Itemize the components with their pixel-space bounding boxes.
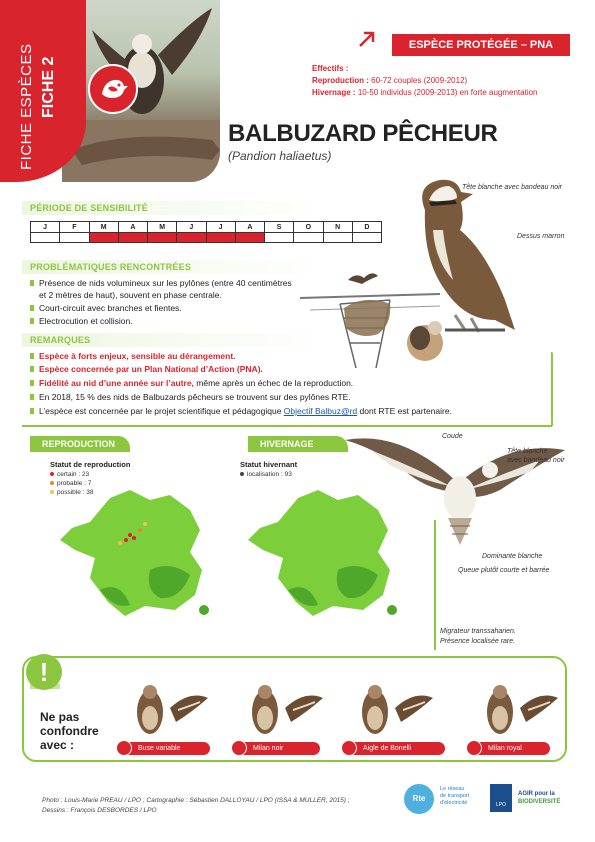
bird-logo-icon — [341, 740, 357, 756]
page-title: BALBUZARD PÊCHEUR — [228, 120, 498, 147]
label-tete: Tête blanche avec bandeau noir — [462, 184, 563, 191]
problem-item-cont: et 2 mètres de haut), souvent en phase centrale. — [39, 290, 222, 300]
trend-up-arrow-icon — [356, 28, 378, 50]
calendar-month — [148, 222, 177, 242]
calendar-month-label: A — [236, 222, 264, 233]
calendar-month-label: N — [324, 222, 352, 233]
sensibilite-heading: PÉRIODE DE SENSIBILITÉ — [30, 203, 148, 213]
remarques-heading: REMARQUES — [30, 335, 91, 345]
sensitivity-calendar — [30, 221, 382, 243]
calendar-month-label: F — [60, 222, 88, 233]
calendar-month — [294, 222, 323, 242]
legend-label: localisation : 93 — [247, 471, 292, 478]
calendar-month-label: M — [148, 222, 176, 233]
calendar-month-label: S — [265, 222, 293, 233]
legend-dot-icon — [50, 472, 54, 476]
agir-biodiversite-logo: AGIR pour la BIODIVERSITÉ — [518, 791, 561, 805]
confusion-species-label: Milan noir — [235, 742, 320, 755]
credits: Photo : Louis-Marie PREAU / LPO ; Cartographie : Sébastien DALLOYAU / LPO (ISSA & MULLER, 2015) ; Dessins : François DESBORDES / LPO — [42, 797, 350, 814]
calendar-sensitivity-cell — [294, 233, 322, 242]
calendar-month — [207, 222, 236, 242]
calendar-month — [324, 222, 353, 242]
legend-label: probable : 7 — [57, 480, 92, 487]
reproduction-info: Reproduction : 60-72 couples (2009-2012) — [312, 76, 468, 85]
bird-logo — [88, 64, 138, 114]
calendar-sensitivity-cell — [148, 233, 176, 242]
warning-icon: ! — [26, 654, 62, 690]
reproduction-tab: REPRODUCTION — [30, 436, 130, 452]
hivernage-tab: HIVERNAGE — [248, 436, 348, 452]
remark-item: L’espèce est concernée par le projet scientifique et pédagogique Objectif Balbuz@rd dont RTE est partenaire. — [30, 405, 452, 417]
label-tete2b: avec bandeau noir — [507, 457, 565, 464]
confusion-species-label: Milan royal — [470, 742, 550, 755]
reproduction-status-title: Statut de reproduction — [50, 460, 131, 469]
calendar-sensitivity-cell — [236, 233, 264, 242]
reproduction-map — [50, 480, 220, 630]
header-red-band — [0, 0, 86, 182]
calendar-month — [353, 222, 381, 242]
hivernage-legend — [240, 470, 292, 479]
calendar-month-label: D — [353, 222, 381, 233]
calendar-month-label: O — [294, 222, 322, 233]
calendar-sensitivity-cell — [60, 233, 88, 242]
calendar-sensitivity-cell — [353, 233, 381, 242]
legend-item — [50, 470, 94, 479]
problem-item: Court-circuit avec branches et fientes. — [30, 302, 182, 314]
confusion-bird-drawing — [470, 680, 560, 740]
label-queue: Queue plutôt courte et barrée — [458, 567, 550, 574]
calendar-month — [119, 222, 148, 242]
bird-logo-icon — [466, 740, 482, 756]
frame-line — [434, 520, 436, 650]
bird-logo-icon — [90, 66, 136, 112]
pylon-nest-drawing — [300, 268, 450, 368]
label-presence: Présence localisée rare. — [440, 638, 516, 645]
calendar-sensitivity-cell — [324, 233, 352, 242]
calendar-month-label: J — [31, 222, 59, 233]
fiche-number: FICHE 2 — [40, 56, 57, 118]
calendar-sensitivity-cell — [207, 233, 235, 242]
problem-item: Présence de nids volumineux sur les pylônes (entre 40 centimètres — [30, 277, 292, 289]
hivernage-map — [238, 480, 418, 630]
calendar-sensitivity-cell — [265, 233, 293, 242]
calendar-sensitivity-cell — [31, 233, 59, 242]
confusion-title: Ne pas confondre avec : — [40, 710, 99, 752]
frame-line — [551, 352, 553, 426]
calendar-sensitivity-cell — [119, 233, 147, 242]
label-tete2: Tête blanche — [507, 448, 548, 455]
confusion-bird-drawing — [120, 680, 210, 740]
fiche-especes-label: FICHE ESPÈCES — [18, 43, 35, 170]
calendar-month — [90, 222, 119, 242]
calendar-month-label: J — [177, 222, 205, 233]
remark-item: Fidélité au nid d’une année sur l’autre, même après un échec de la reproduction. — [30, 377, 353, 389]
protected-species-badge: ESPÈCE PROTÉGÉE – PNA — [392, 34, 570, 56]
remark-item: En 2018, 15 % des nids de Balbuzards pêcheurs se trouvent sur des pylônes RTE. — [30, 391, 351, 403]
label-dominante: Dominante blanche — [482, 553, 543, 560]
hivernage-info: Hivernage : 10-50 individus (2009-2013) en forte augmentation — [312, 88, 538, 97]
label-dessus: Dessus marron — [517, 233, 565, 240]
lpo-logo: LPO — [490, 784, 512, 812]
bird-logo-icon — [116, 740, 132, 756]
calendar-month-label: M — [90, 222, 118, 233]
legend-label: possible : 38 — [57, 489, 94, 496]
rte-logo: Rte — [404, 784, 434, 814]
calendar-month-label: J — [207, 222, 235, 233]
remark-item: Espèce concernée par un Plan National d’Action (PNA). — [30, 363, 263, 375]
legend-item — [240, 470, 292, 479]
legend-dot-icon — [240, 472, 244, 476]
objectif-balbuzard-link[interactable]: Objectif Balbuz@rd — [283, 406, 358, 416]
calendar-sensitivity-cell — [90, 233, 118, 242]
label-coude: Coude — [442, 433, 463, 440]
bird-logo-icon — [231, 740, 247, 756]
confusion-species-label: Aigle de Bonelli — [345, 742, 445, 755]
problem-item: Electrocution et collision. — [30, 315, 133, 327]
calendar-sensitivity-cell — [177, 233, 205, 242]
problematiques-heading: PROBLÉMATIQUES RENCONTRÉES — [30, 262, 192, 272]
calendar-month — [60, 222, 89, 242]
confusion-bird-drawing — [345, 680, 435, 740]
calendar-month — [177, 222, 206, 242]
effectifs-label: Effectifs : — [312, 64, 349, 73]
hivernage-status-title: Statut hivernant — [240, 460, 298, 469]
calendar-month — [265, 222, 294, 242]
confusion-bird-drawing — [235, 680, 325, 740]
calendar-month — [236, 222, 265, 242]
remark-item: Espèce à forts enjeux, sensible au dérangement. — [30, 350, 236, 362]
latin-name: (Pandion haliaetus) — [228, 149, 332, 163]
calendar-month — [31, 222, 60, 242]
label-migrateur: Migrateur transsaharien. — [440, 628, 516, 635]
calendar-month-label: A — [119, 222, 147, 233]
confusion-species-label: Buse variable — [120, 742, 210, 755]
legend-label: certain : 23 — [57, 471, 90, 478]
rte-tagline: Le réseau de transport d'électricité — [440, 786, 470, 806]
